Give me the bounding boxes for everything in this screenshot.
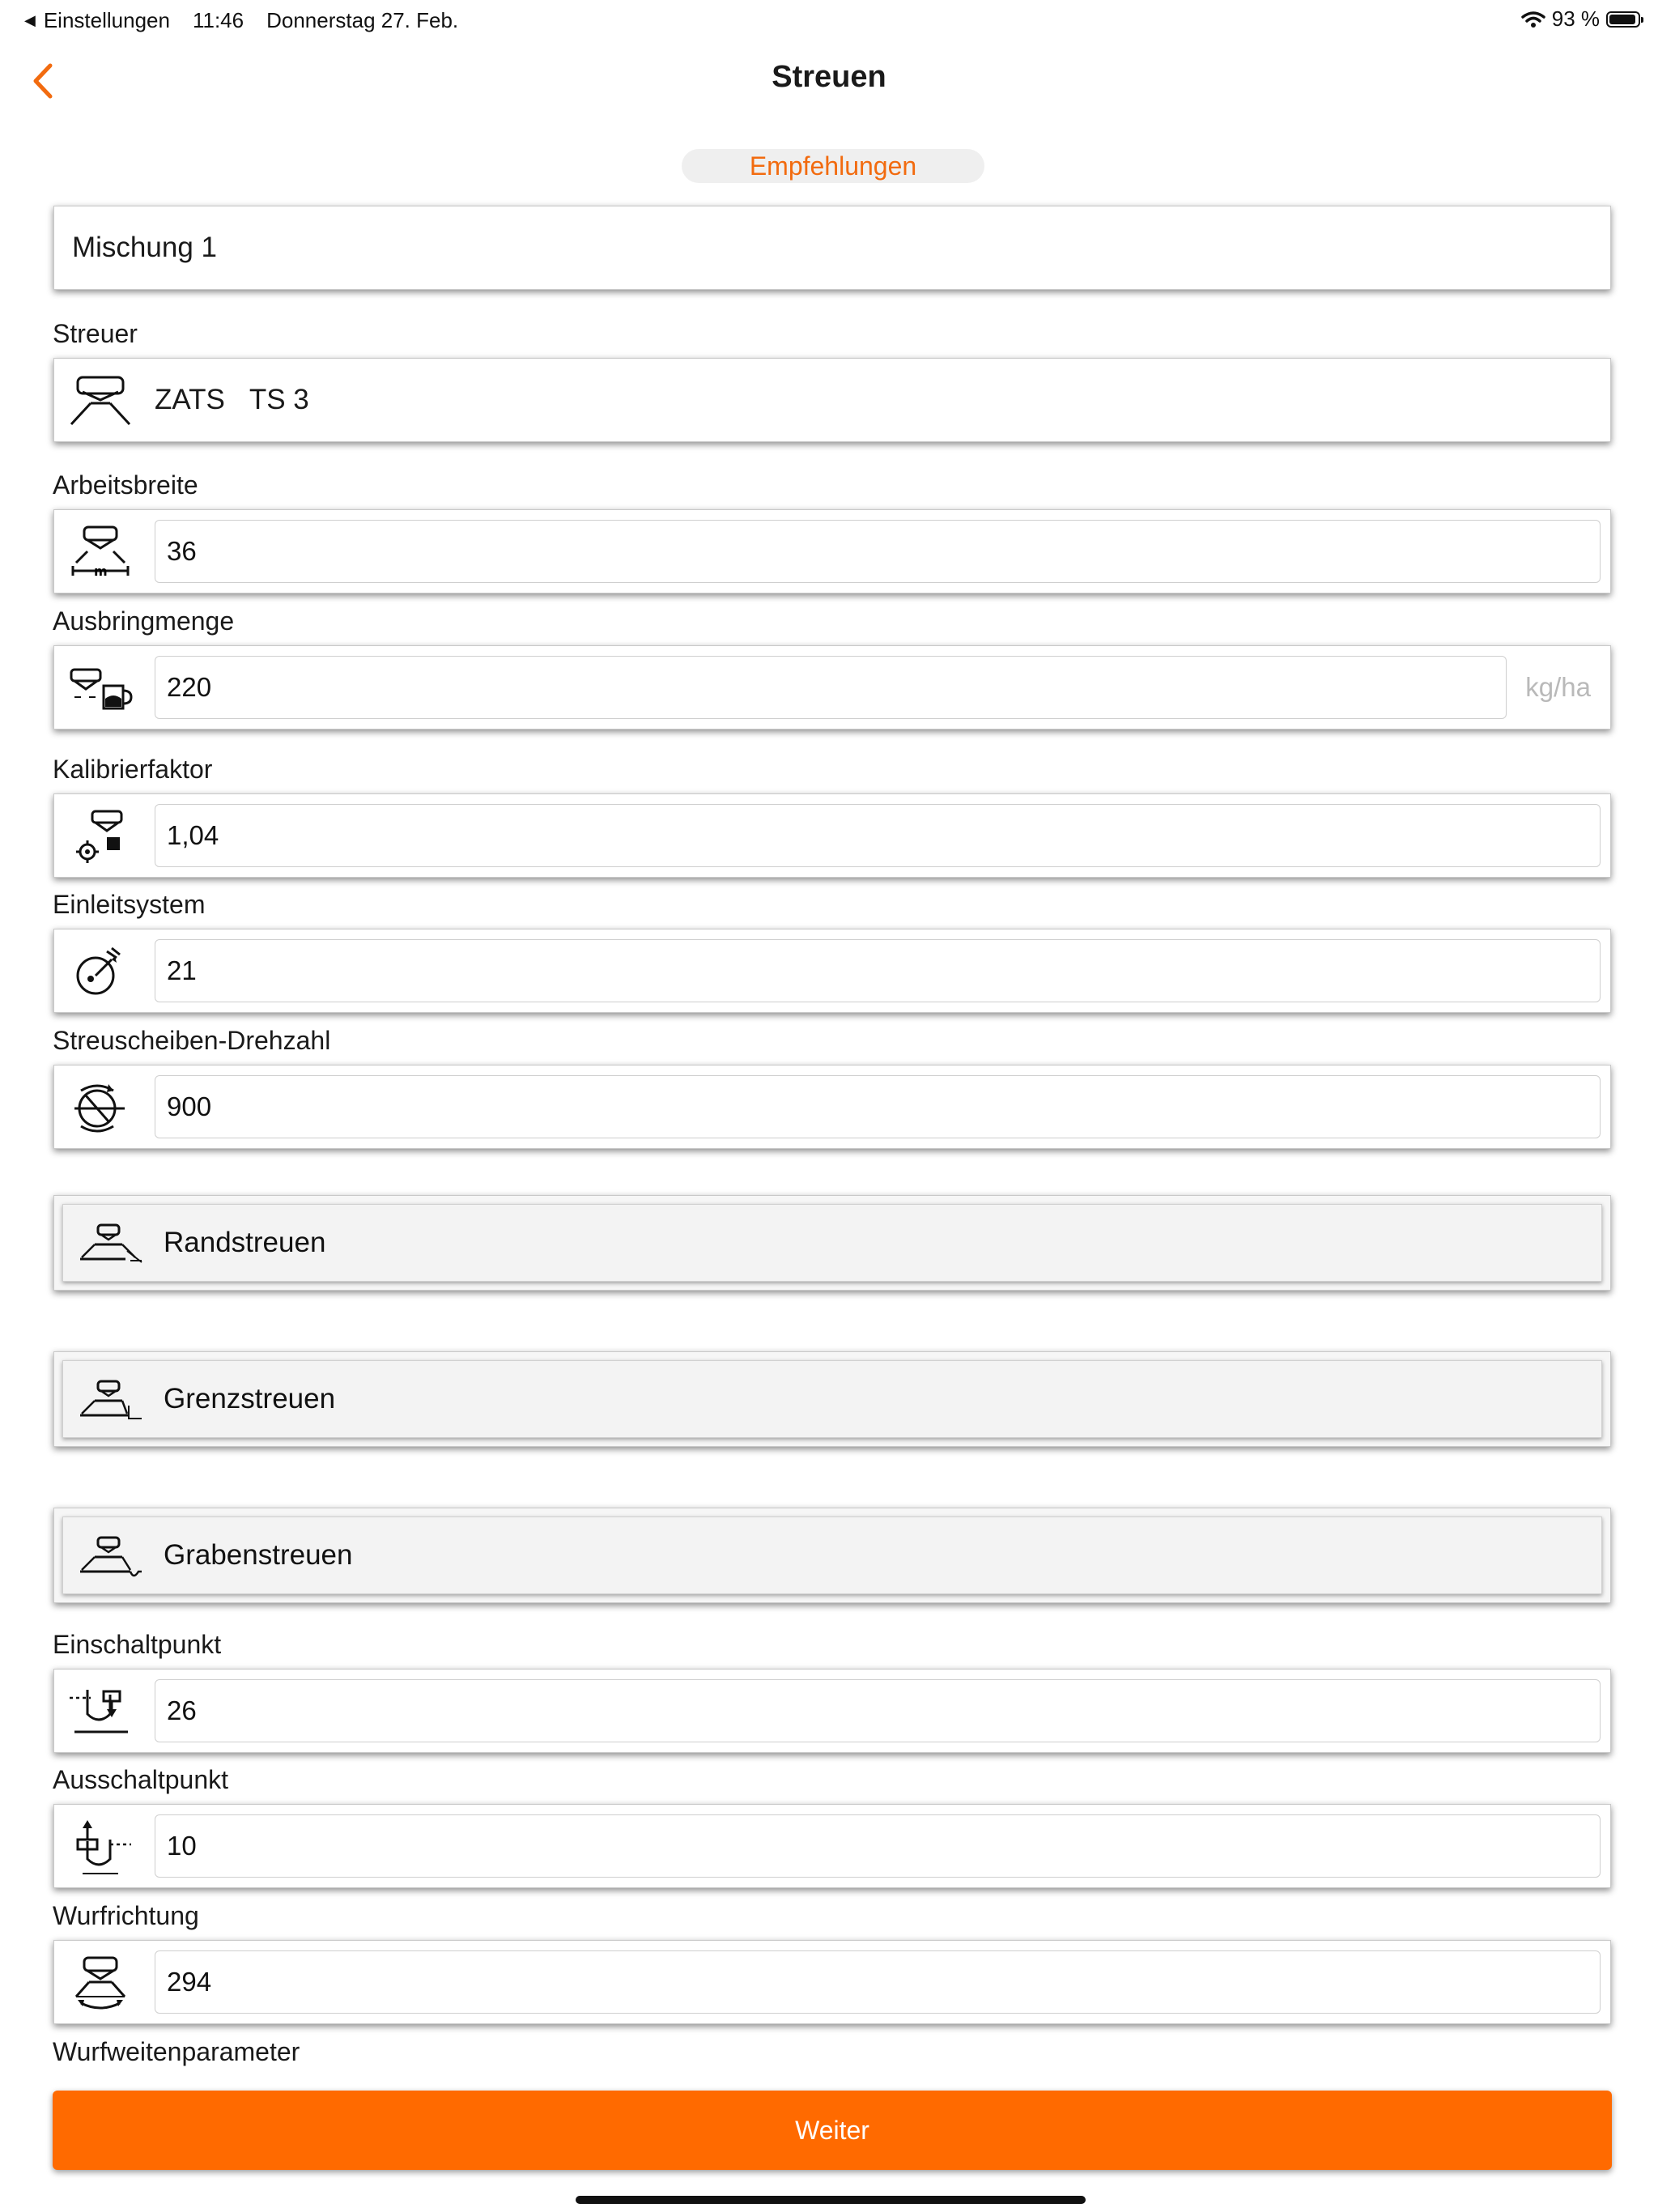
application-rate-unit: kg/ha: [1525, 672, 1591, 702]
disc-speed-card: [53, 1065, 1611, 1149]
mixture-name: Mischung 1: [72, 232, 217, 263]
application-rate-label: Ausbringmenge: [53, 606, 235, 636]
throw-direction-icon: [64, 1950, 137, 2014]
spreader-value: [155, 359, 309, 441]
status-left: [24, 8, 458, 33]
back-to-app-label[interactable]: Einstellungen: [43, 8, 170, 32]
switch-on-card: [53, 1669, 1611, 1753]
border-spreading-icon: [74, 1367, 147, 1431]
status-time: 11:46: [192, 8, 244, 32]
working-width-card: [53, 509, 1611, 593]
switch-on-input[interactable]: 26: [155, 1679, 1601, 1742]
disc-speed-icon: [64, 1074, 137, 1139]
application-rate-input[interactable]: 220: [155, 656, 1507, 719]
ditch-spreading-label: Grabenstreuen: [164, 1539, 353, 1571]
application-rate-card: [53, 645, 1611, 730]
back-to-app-icon[interactable]: ◀: [24, 12, 36, 28]
calibration-factor-icon: [64, 803, 137, 868]
status-date: Donnerstag 27. Feb.: [266, 8, 459, 32]
throw-direction-input[interactable]: 294: [155, 1950, 1601, 2014]
switch-off-label: Ausschaltpunkt: [53, 1765, 229, 1794]
edge-spreading-icon: [74, 1210, 147, 1275]
working-width-icon: [64, 519, 137, 584]
calibration-factor-input[interactable]: 1,04: [155, 804, 1601, 867]
status-right: [1521, 6, 1640, 32]
switch-on-icon: [64, 1678, 137, 1743]
working-width-label: Arbeitsbreite: [53, 470, 198, 500]
battery-percent: 93 %: [1551, 6, 1600, 31]
calibration-factor-label: Kalibrierfaktor: [53, 755, 213, 784]
wifi-icon: [1521, 11, 1545, 28]
status-bar: [0, 0, 1658, 40]
border-spreading-label: Grenzstreuen: [164, 1383, 336, 1414]
spreader-make: ZATS: [155, 384, 225, 415]
nav-bar: [0, 49, 1658, 113]
edge-spreading-label: Randstreuen: [164, 1227, 326, 1258]
throw-direction-label: Wurfrichtung: [53, 1901, 199, 1930]
switch-off-icon: [64, 1814, 137, 1878]
page-title: Streuen: [772, 60, 886, 94]
border-spreading-button[interactable]: [62, 1360, 1602, 1438]
throw-direction-card: [53, 1940, 1611, 2024]
spreader-label: Streuer: [53, 319, 138, 348]
inlet-system-input[interactable]: 21: [155, 939, 1601, 1002]
border-spreading-option: [53, 1351, 1611, 1447]
switch-off-card: [53, 1804, 1611, 1888]
ditch-spreading-icon: [74, 1523, 147, 1588]
disc-speed-label: Streuscheiben-Drehzahl: [53, 1026, 331, 1055]
svg-text:m: m: [94, 564, 108, 579]
edge-spreading-option: [53, 1195, 1611, 1291]
spreader-model: TS 3: [249, 384, 309, 415]
switch-off-input[interactable]: 10: [155, 1814, 1601, 1878]
calibration-factor-card: [53, 793, 1611, 878]
spreader-card[interactable]: [53, 358, 1611, 442]
inlet-system-icon: [64, 938, 137, 1003]
continue-button[interactable]: Weiter: [53, 2091, 1612, 2170]
disc-speed-input[interactable]: 900: [155, 1075, 1601, 1138]
recommendations-button[interactable]: Empfehlungen: [682, 149, 984, 183]
inlet-system-card: [53, 929, 1611, 1013]
battery-icon: [1606, 11, 1640, 28]
spreader-icon: [64, 368, 137, 432]
inlet-system-label: Einleitsystem: [53, 890, 206, 919]
mixture-card[interactable]: [53, 206, 1611, 290]
working-width-input[interactable]: 36: [155, 520, 1601, 583]
switch-on-label: Einschaltpunkt: [53, 1630, 222, 1659]
ditch-spreading-option: [53, 1508, 1611, 1603]
throw-width-param-label: Wurfweitenparameter: [53, 2037, 300, 2066]
ditch-spreading-button[interactable]: [62, 1516, 1602, 1594]
home-indicator: [576, 2196, 1086, 2204]
edge-spreading-button[interactable]: [62, 1204, 1602, 1282]
application-rate-icon: [64, 655, 137, 720]
